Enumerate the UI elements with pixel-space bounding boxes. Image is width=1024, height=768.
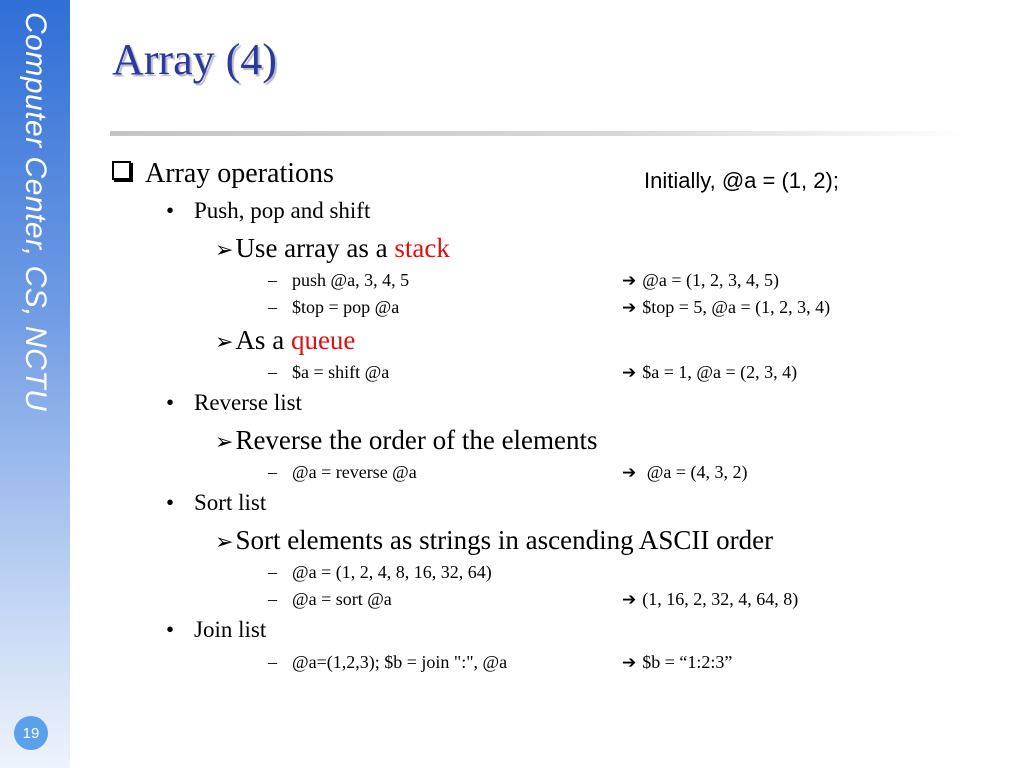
dash-icon: – <box>268 362 277 382</box>
dash-icon: – <box>268 462 277 482</box>
result-text: $top = 5, @a = (1, 2, 3, 4) <box>642 297 831 317</box>
heading-array-operations <box>112 158 334 190</box>
sub-text: Reverse the order of the elements <box>235 425 598 455</box>
result-text: @a = (1, 2, 3, 4, 5) <box>642 270 779 290</box>
sidebar-label: Computer Center, CS, NCTU <box>19 12 52 412</box>
result-pop <box>622 297 830 318</box>
sub-text: Use array as a <box>235 233 395 263</box>
op-reverse <box>268 462 417 483</box>
checkbox-bullet-icon <box>112 161 131 180</box>
op-code: @a = reverse @a <box>292 462 417 482</box>
bullet-text: Join list <box>194 617 267 642</box>
result-text: $b = “1:2:3” <box>642 652 733 672</box>
bullet-sort <box>166 490 266 516</box>
op-sort <box>268 589 392 610</box>
op-pop <box>268 297 399 318</box>
title-divider <box>110 131 970 136</box>
bullet-dot-icon: • <box>166 198 175 223</box>
result-shift <box>622 362 797 383</box>
sub-text: Sort elements as strings in ascending ASCII order <box>235 525 774 555</box>
op-push <box>268 270 409 291</box>
bullet-dot-icon: • <box>166 390 175 415</box>
op-sort-init <box>268 562 492 583</box>
result-text: @a = (4, 3, 2) <box>642 462 748 482</box>
bullet-push-pop <box>166 198 370 224</box>
sub-reverse <box>215 425 598 456</box>
sub-stack <box>215 233 450 264</box>
op-code: @a = (1, 2, 4, 8, 16, 32, 64) <box>292 562 492 582</box>
bullet-dot-icon: • <box>166 490 175 515</box>
sidebar <box>0 0 70 768</box>
op-join <box>268 652 507 673</box>
highlight-stack: stack <box>394 233 450 263</box>
result-sort <box>622 589 798 610</box>
bullet-reverse <box>166 390 302 416</box>
sub-sort <box>215 525 773 556</box>
op-code: push @a, 3, 4, 5 <box>292 270 410 290</box>
op-shift <box>268 362 389 383</box>
bullet-dot-icon: • <box>166 617 175 642</box>
right-arrow-icon: ➔ <box>622 298 637 318</box>
op-code: $top = pop @a <box>292 297 400 317</box>
highlight-queue: queue <box>290 325 356 355</box>
op-code: $a = shift @a <box>292 362 390 382</box>
sub-queue <box>215 325 355 356</box>
dash-icon: – <box>268 297 277 317</box>
result-join <box>622 652 732 673</box>
op-code: @a=(1,2,3); $b = join ":", @a <box>292 652 508 672</box>
right-arrow-icon: ➔ <box>622 590 637 610</box>
dash-icon: – <box>268 589 277 609</box>
dash-icon: – <box>268 270 277 290</box>
dash-icon: – <box>268 652 277 672</box>
page-number: 19 <box>14 716 48 750</box>
result-text: $a = 1, @a = (2, 3, 4) <box>642 362 798 382</box>
sub-text: As a <box>235 325 291 355</box>
right-arrow-icon: ➔ <box>622 463 637 483</box>
arrowhead-icon: ➢ <box>215 329 234 354</box>
right-arrow-icon: ➔ <box>622 653 637 673</box>
bullet-join <box>166 617 266 643</box>
result-text: (1, 16, 2, 32, 4, 64, 8) <box>642 589 799 609</box>
op-code: @a = sort @a <box>292 589 392 609</box>
arrowhead-icon: ➢ <box>215 529 234 554</box>
heading-text: Array operations <box>145 158 334 189</box>
right-arrow-icon: ➔ <box>622 363 637 383</box>
right-arrow-icon: ➔ <box>622 271 637 291</box>
arrowhead-icon: ➢ <box>215 237 234 262</box>
dash-icon: – <box>268 562 277 582</box>
arrowhead-icon: ➢ <box>215 429 234 454</box>
bullet-text: Push, pop and shift <box>194 198 371 223</box>
initial-note: Initially, @a = (1, 2); <box>644 168 839 193</box>
bullet-text: Reverse list <box>194 390 302 415</box>
result-push <box>622 270 779 291</box>
bullet-text: Sort list <box>194 490 267 515</box>
result-reverse <box>622 462 747 483</box>
slide-title: Array (4) <box>112 35 277 84</box>
